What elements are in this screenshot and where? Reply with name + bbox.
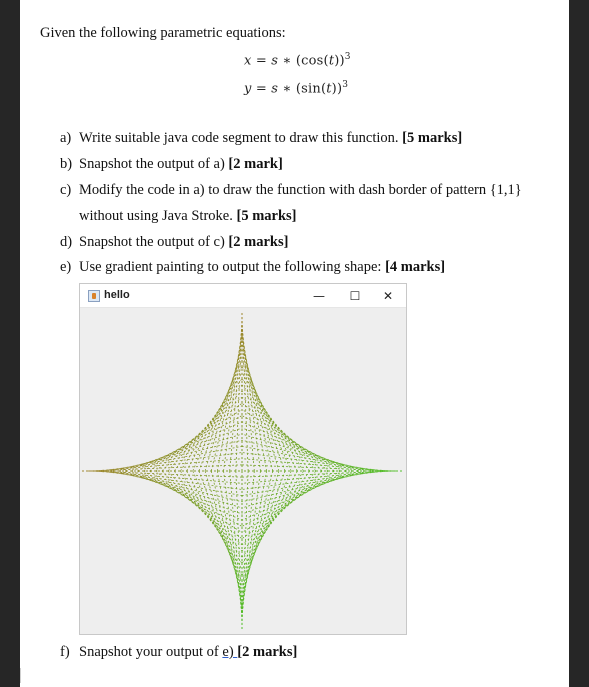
- astroid-line-32: [242, 360, 291, 471]
- item-label: c): [60, 182, 72, 198]
- eq-x-power: 3: [344, 52, 351, 62]
- question-item-c-continued: [79, 208, 297, 225]
- astroid-line-57: [156, 397, 242, 471]
- astroid-line-24: [242, 348, 279, 471]
- eq-x-func: (cos(: [295, 53, 329, 69]
- text-cursor: [20, 668, 21, 683]
- astroid-line-71: [137, 471, 242, 526]
- item-label: b): [60, 156, 73, 172]
- item-text: Snapshot the output of a): [79, 156, 229, 172]
- astroid-line-18: [242, 471, 267, 606]
- item-marks: [4 marks]: [385, 259, 446, 275]
- eq-y-power: 3: [342, 80, 349, 90]
- eq-y-close: )): [331, 81, 343, 97]
- question-item-e: [60, 259, 445, 276]
- astroid-line-27: [205, 471, 242, 594]
- question-item-a: [60, 130, 462, 147]
- item-text: without using Java Stroke.: [79, 208, 237, 224]
- astroid-line-70: [242, 471, 347, 526]
- astroid-line-90: [242, 471, 377, 496]
- window-titlebar: [80, 284, 406, 308]
- intro-text: Given the following parametric equations:: [40, 25, 286, 41]
- item-link[interactable]: e): [222, 644, 238, 660]
- maximize-icon[interactable]: ☐: [349, 289, 361, 303]
- astroid-line-17: [217, 336, 242, 471]
- astroid-line-91: [107, 471, 242, 496]
- item-marks: [2 marks]: [228, 234, 289, 250]
- equation-x: [244, 52, 351, 68]
- astroid-drawing: [82, 311, 402, 631]
- item-marks: [2 marks]: [237, 644, 298, 660]
- astroid-line-34: [242, 471, 291, 582]
- item-label: a): [60, 130, 72, 146]
- astroid-canvas: [80, 308, 406, 634]
- item-text: Snapshot your output of: [79, 644, 223, 660]
- item-label: f): [60, 644, 70, 660]
- astroid-line-69: [137, 416, 242, 471]
- astroid-line-26: [242, 471, 279, 594]
- eq-x-var: t: [328, 53, 335, 69]
- question-item-c: [60, 182, 522, 199]
- astroid-line-89: [107, 446, 242, 471]
- astroid-line-35: [193, 471, 242, 582]
- window-title: hello: [104, 289, 130, 301]
- item-text: Snapshot the output of c): [79, 234, 229, 250]
- item-text: Use gradient painting to output the following shape:: [79, 259, 386, 275]
- item-label: e): [60, 259, 72, 275]
- minimize-icon[interactable]: —: [313, 289, 325, 303]
- eq-y-var: t: [326, 81, 332, 97]
- astroid-line-19: [217, 471, 242, 606]
- astroid-line-88: [242, 446, 377, 471]
- astroid-line-59: [156, 471, 242, 545]
- close-icon[interactable]: ✕: [382, 289, 394, 303]
- astroid-line-68: [242, 416, 347, 471]
- astroid-line-33: [193, 360, 242, 471]
- item-marks: [5 marks]: [402, 130, 463, 146]
- eq-y-lhs: y = s ∗: [244, 81, 296, 97]
- java-app-icon: [88, 290, 100, 302]
- eq-x-close: )): [334, 53, 345, 69]
- item-marks: [5 marks]: [236, 208, 297, 224]
- astroid-line-56: [242, 397, 328, 471]
- item-label: d): [60, 234, 73, 250]
- eq-y-func: (sin(: [295, 81, 327, 97]
- eq-x-lhs: x = s ∗: [244, 53, 296, 69]
- equation-y: [244, 80, 348, 96]
- question-item-d: [60, 234, 288, 251]
- java-window-screenshot: [79, 283, 407, 635]
- question-item-f: [60, 644, 297, 661]
- astroid-line-16: [242, 336, 267, 471]
- item-marks: [2 mark]: [228, 156, 283, 172]
- astroid-line-58: [242, 471, 328, 545]
- document-page: [20, 0, 569, 687]
- item-text: Write suitable java code segment to draw this function.: [79, 130, 403, 146]
- question-item-b: [60, 156, 283, 173]
- item-text: Modify the code in a) to draw the function with dash border of pattern {1,1}: [79, 182, 522, 198]
- astroid-line-25: [205, 348, 242, 471]
